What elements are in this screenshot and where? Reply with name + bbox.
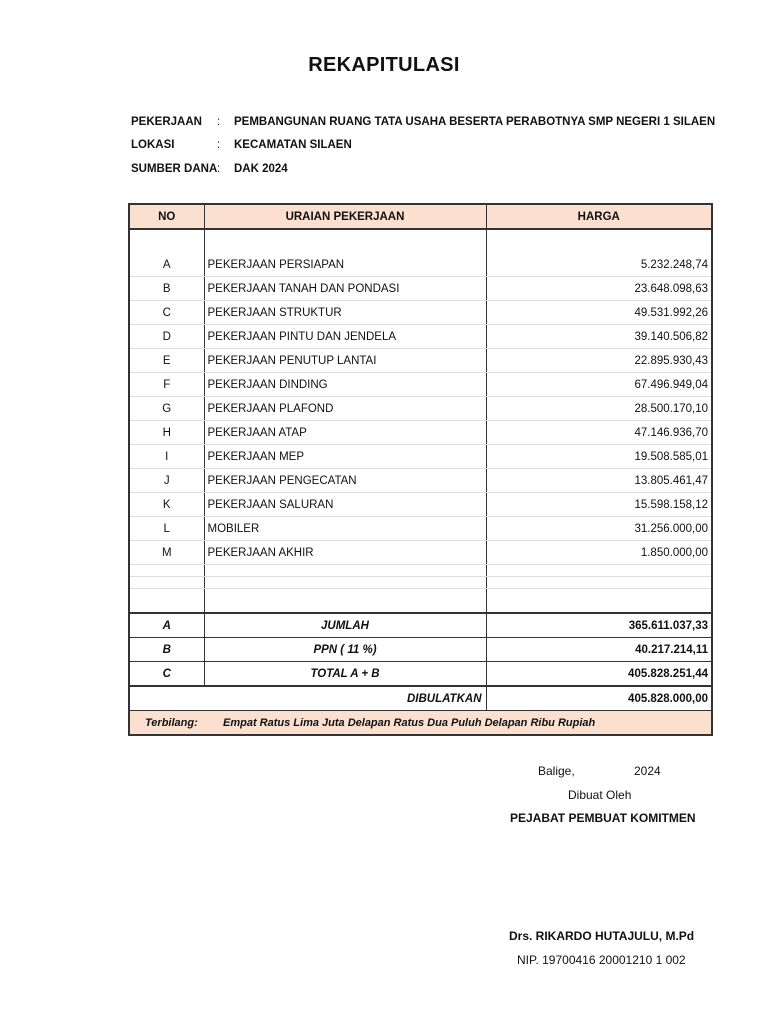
document-title: REKAPITULASI — [308, 54, 460, 76]
cell-no: K — [129, 493, 204, 517]
total-label: PPN ( 11 %) — [204, 638, 486, 662]
info-value: KECAMATAN SILAEN — [234, 139, 352, 151]
total-row — [129, 638, 712, 662]
info-separator: : — [217, 116, 221, 128]
info-key: PEKERJAAN — [131, 116, 202, 128]
cell-harga: 23.648.098,63 — [486, 277, 712, 301]
total-harga: 40.217.214,11 — [486, 638, 712, 662]
cell-no: C — [129, 301, 204, 325]
cell-harga: 47.146.936,70 — [486, 421, 712, 445]
cell-uraian: PEKERJAAN TANAH DAN PONDASI — [204, 277, 486, 301]
cell-uraian: PEKERJAAN MEP — [204, 445, 486, 469]
info-separator: : — [217, 139, 221, 151]
cell-uraian: PEKERJAAN ATAP — [204, 421, 486, 445]
signature-nip: NIP. 19700416 20001210 1 002 — [517, 953, 686, 967]
cell-uraian: PEKERJAAN PENUTUP LANTAI — [204, 349, 486, 373]
terbilang-label: Terbilang: — [145, 716, 198, 729]
cell-no: E — [129, 349, 204, 373]
table-row — [129, 373, 712, 397]
recap-table — [128, 203, 713, 736]
info-value: PEMBANGUNAN RUANG TATA USAHA BESERTA PERABOTNYA SMP NEGERI 1 SILAEN — [234, 116, 716, 128]
cell-uraian: PEKERJAAN SALURAN — [204, 493, 486, 517]
signature-year: 2024 — [634, 764, 661, 778]
cell-harga: 67.496.949,04 — [486, 373, 712, 397]
cell-empty — [204, 577, 486, 589]
table-totals — [129, 613, 712, 735]
info-separator: : — [217, 163, 221, 175]
signature-role: PEJABAT PEMBUAT KOMITMEN — [510, 811, 696, 825]
cell-uraian: PEKERJAAN AKHIR — [204, 541, 486, 565]
table-row — [129, 469, 712, 493]
table-spacer-row — [129, 229, 712, 253]
table-row — [129, 445, 712, 469]
cell-harga: 28.500.170,10 — [486, 397, 712, 421]
cell-uraian: PEKERJAAN PLAFOND — [204, 397, 486, 421]
total-no: A — [129, 613, 204, 638]
total-harga: 365.611.037,33 — [486, 613, 712, 638]
table-row — [129, 325, 712, 349]
cell-no: B — [129, 277, 204, 301]
terbilang-cell — [129, 711, 712, 736]
cell-harga: 13.805.461,47 — [486, 469, 712, 493]
header-no: NO — [129, 204, 204, 229]
total-no: B — [129, 638, 204, 662]
cell-uraian: MOBILER — [204, 517, 486, 541]
cell-uraian: PEKERJAAN PERSIAPAN — [204, 253, 486, 277]
cell-harga: 19.508.585,01 — [486, 445, 712, 469]
rounded-harga: 405.828.000,00 — [486, 686, 712, 711]
total-label: TOTAL A + B — [204, 662, 486, 687]
total-row — [129, 613, 712, 638]
cell-harga: 22.895.930,43 — [486, 349, 712, 373]
cell-empty — [204, 565, 486, 577]
cell-empty — [486, 565, 712, 577]
table-blank-row — [129, 577, 712, 589]
table-row — [129, 301, 712, 325]
header-harga: HARGA — [486, 204, 712, 229]
cell-no: I — [129, 445, 204, 469]
cell-no: J — [129, 469, 204, 493]
cell-empty — [129, 565, 204, 577]
table-body — [129, 229, 712, 613]
cell-no: A — [129, 253, 204, 277]
cell-uraian: PEKERJAAN DINDING — [204, 373, 486, 397]
total-label: JUMLAH — [204, 613, 486, 638]
table-row — [129, 493, 712, 517]
signature-made-by: Dibuat Oleh — [568, 788, 632, 802]
cell-harga: 39.140.506,82 — [486, 325, 712, 349]
info-key: LOKASI — [131, 139, 175, 151]
cell-no: M — [129, 541, 204, 565]
cell-empty — [204, 589, 486, 614]
cell-empty — [129, 577, 204, 589]
total-harga: 405.828.251,44 — [486, 662, 712, 687]
rounded-row — [129, 686, 712, 711]
table-header-row — [129, 204, 712, 229]
terbilang-row — [129, 711, 712, 736]
signature-place: Balige, — [538, 764, 575, 778]
cell-uraian: PEKERJAAN STRUKTUR — [204, 301, 486, 325]
table-row — [129, 517, 712, 541]
table-row — [129, 277, 712, 301]
table-row — [129, 397, 712, 421]
cell-no: G — [129, 397, 204, 421]
cell-empty — [129, 589, 204, 614]
header-uraian: URAIAN PEKERJAAN — [204, 204, 486, 229]
table-blank-row — [129, 565, 712, 577]
cell-no: L — [129, 517, 204, 541]
cell-uraian: PEKERJAAN PINTU DAN JENDELA — [204, 325, 486, 349]
table-blank-row — [129, 589, 712, 614]
cell-no: D — [129, 325, 204, 349]
cell-no: H — [129, 421, 204, 445]
info-value: DAK 2024 — [234, 163, 288, 175]
cell-harga: 31.256.000,00 — [486, 517, 712, 541]
table-row — [129, 253, 712, 277]
cell-harga: 15.598.158,12 — [486, 493, 712, 517]
signature-name: Drs. RIKARDO HUTAJULU, M.Pd — [509, 929, 695, 943]
cell-harga: 49.531.992,26 — [486, 301, 712, 325]
cell-empty — [486, 577, 712, 589]
info-key: SUMBER DANA — [131, 163, 218, 175]
rounded-label: DIBULATKAN — [129, 686, 486, 711]
cell-harga: 5.232.248,74 — [486, 253, 712, 277]
total-no: C — [129, 662, 204, 687]
cell-empty — [486, 589, 712, 614]
cell-harga: 1.850.000,00 — [486, 541, 712, 565]
total-row — [129, 662, 712, 687]
table-row — [129, 421, 712, 445]
table-row — [129, 349, 712, 373]
terbilang-text: Empat Ratus Lima Juta Delapan Ratus Dua Puluh Delapan Ribu Rupiah — [223, 716, 596, 729]
table-row — [129, 541, 712, 565]
recap-table-wrapper — [128, 203, 711, 736]
cell-no: F — [129, 373, 204, 397]
cell-uraian: PEKERJAAN PENGECATAN — [204, 469, 486, 493]
